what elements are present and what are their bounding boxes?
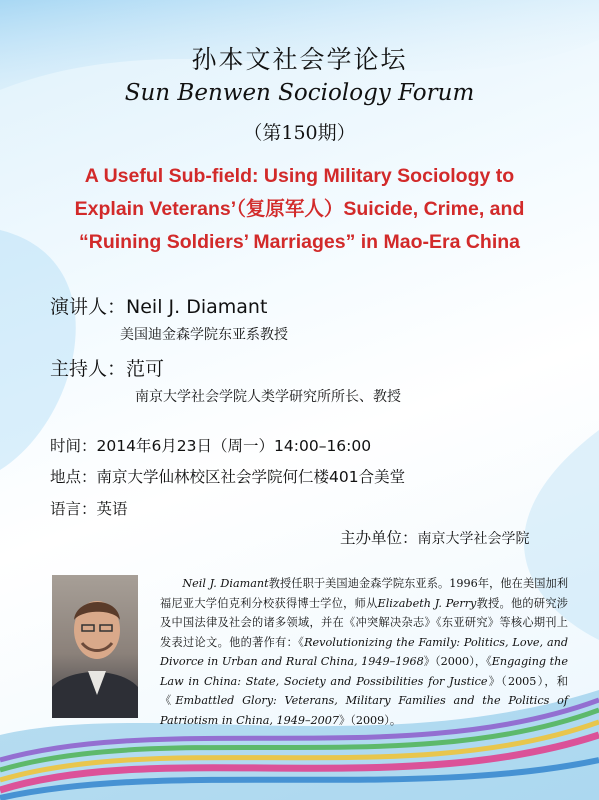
host-row xyxy=(50,354,164,381)
organizer-name: 南京大学社会学院 xyxy=(417,531,530,547)
forum-title-en: Sun Benwen Sociology Forum xyxy=(124,80,475,106)
speaker-affiliation: 美国迪金森学院东亚系教授 xyxy=(120,327,288,343)
bio-part-7: Engaging the Law in China: State, Society and Possibilities for Justice xyxy=(160,655,568,688)
forum-title-zh: 孙本文社会学论坛 xyxy=(191,45,408,74)
event-language: 语言：英语 xyxy=(50,500,128,518)
talk-title xyxy=(10,160,589,259)
event-place: 地点：南京大学仙林校区社会学院何仁楼401合美堂 xyxy=(50,468,406,486)
bio-part-9: Embattled Glory: Veterans, Military Families and the Politics of Patriotism in China, 1949–2007 xyxy=(160,694,568,727)
speaker-row xyxy=(50,292,267,319)
speaker-photo xyxy=(52,575,138,718)
bio-part-2: 教授任职于美国迪金森学院东亚系。1996年，他在美国加利福尼亚大学伯克利分校获得博士学位，师从 xyxy=(160,577,569,610)
bio-part-10: 》（2009）。 xyxy=(339,713,402,727)
talk-title-line-1: A Useful Sub-field: Using Military Sociology to xyxy=(84,165,515,187)
bio-part-4: 教授。他的研究涉及中国法律及社会的诸多领域，并在《冲突解决杂志》《东亚研究》等核心期刊上发表过论文。他的著作有：《 xyxy=(160,596,568,649)
talk-title-line-2: Explain Veterans’（复原军人）Suicide, Crime, and xyxy=(74,198,525,220)
bio-part-3: Elizabeth J. Perry xyxy=(377,596,477,610)
issue-number: （第150期） xyxy=(243,122,356,144)
host-affiliation: 南京大学社会学院人类学研究所所长、教授 xyxy=(135,389,401,405)
bio-part-6: 》（2000），《 xyxy=(423,655,492,668)
bio-part-8: 》（2005），和《 xyxy=(160,674,568,707)
organizer xyxy=(340,526,530,548)
speaker-label: 演讲人： xyxy=(50,296,127,318)
bio-part-1: Neil J. Diamant xyxy=(182,577,269,590)
organizer-label: 主办单位： xyxy=(340,529,418,547)
speaker-name: Neil J. Diamant xyxy=(126,296,268,318)
host-label: 主持人： xyxy=(50,358,127,380)
talk-title-line-3: “Ruining Soldiers’ Marriages” in Mao-Era China xyxy=(79,231,520,253)
bio-part-5: Revolutionizing the Family: Politics, Love, and Divorce in Urban and Rural China, 1949–1968 xyxy=(160,635,568,668)
speaker-bio xyxy=(160,574,568,730)
host-name: 范可 xyxy=(126,358,165,380)
event-time: 时间：2014年6月23日（周一）14:00–16:00 xyxy=(50,437,372,455)
